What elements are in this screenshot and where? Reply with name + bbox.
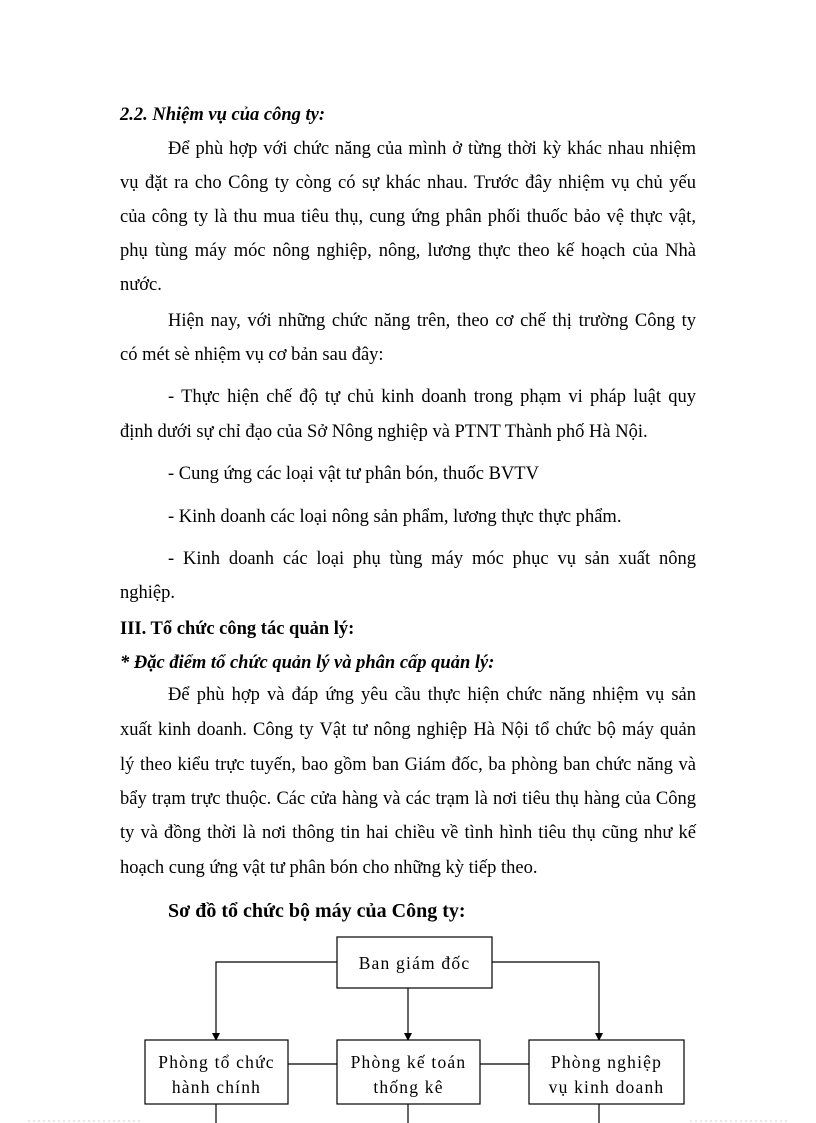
box-phong-nghiep-vu-line2: vụ kinh doanh (548, 1077, 665, 1097)
bullet1-line1: - Thực hiện chế độ tự chủ kinh doanh trong phạm vi pháp luật quy (168, 387, 696, 407)
para2-line2: có mét sè nhiệm vụ cơ bản sau đây: (120, 345, 384, 365)
para2-line1: Hiện nay, với những chức năng trên, theo cơ chế thị trường Công ty (168, 311, 696, 331)
connector-left (216, 962, 337, 1040)
para3-line3: lý theo kiểu trực tuyến, bao gồm ban Giám đốc, ba phòng ban chức năng và (120, 755, 696, 775)
connector-right (492, 962, 599, 1040)
para3-line2: xuất kinh doanh. Công ty Vật tư nông nghiệp Hà Nội tổ chức bộ máy quản (120, 720, 696, 740)
para1-line1: Để phù hợp với chức năng của mình ở từng thời kỳ khác nhau nhiệm (168, 139, 696, 159)
section-title: 2.2. Nhiệm vụ của công ty: (120, 105, 326, 125)
subheading: * Đặc điểm tổ chức quản lý và phân cấp quản lý: (120, 653, 495, 673)
box-phong-ke-toan-line2: thống kê (373, 1077, 444, 1097)
para3-line4: bẩy trạm trực thuộc. Các cửa hàng và các trạm là nơi tiêu thụ hàng của Công (120, 789, 696, 809)
heading-iii: III. Tổ chức công tác quản lý: (120, 619, 355, 639)
bullet4-line2: nghiệp. (120, 583, 175, 603)
para1-line2: vụ đặt ra cho Công ty còng có sự khác nhau. Trước đây nhiệm vụ chủ yếu (120, 173, 696, 193)
box-phong-to-chuc-line2: hành chính (171, 1077, 262, 1097)
box-phong-to-chuc-line1: Phòng tổ chức (158, 1052, 275, 1072)
box-phong-ke-toan-line1: Phòng kế toán (350, 1052, 467, 1072)
diagram-title: Sơ đồ tổ chức bộ máy của Công ty: (168, 900, 466, 922)
para1-line3: của công ty là thu mua tiêu thụ, cung ứng phân phối thuốc bảo vệ thực vật, (120, 207, 696, 227)
para3-line6: hoạch cung ứng vật tư phân bón cho những kỳ tiếp theo. (120, 858, 538, 878)
bullet1-line2: định dưới sự chỉ đạo của Sở Nông nghiệp và PTNT Thành phố Hà Nội. (120, 422, 648, 442)
bullet3: - Kinh doanh các loại nông sản phẩm, lương thực thực phẩm. (168, 507, 622, 527)
box-ban-giam-doc-label: Ban giám đốc (358, 953, 471, 973)
para1-line5: nước. (120, 275, 162, 295)
para3-line1: Để phù hợp và đáp ứng yêu cầu thực hiện chức năng nhiệm vụ sản (168, 685, 696, 705)
box-phong-nghiep-vu-line1: Phòng nghiệp (550, 1052, 663, 1072)
bullet4-line1: - Kinh doanh các loại phụ tùng máy móc phục vụ sản xuất nông (168, 549, 696, 569)
para1-line4: phụ tùng máy móc nông nghiệp, nông, lương thực theo kế hoạch của Nhà (120, 241, 696, 261)
bullet2: - Cung ứng các loại vật tư phân bón, thuốc BVTV (168, 464, 539, 484)
para3-line5: ty và đồng thời là nơi thông tin hai chiều về tình hình tiêu thụ cũng như kế (120, 823, 696, 843)
